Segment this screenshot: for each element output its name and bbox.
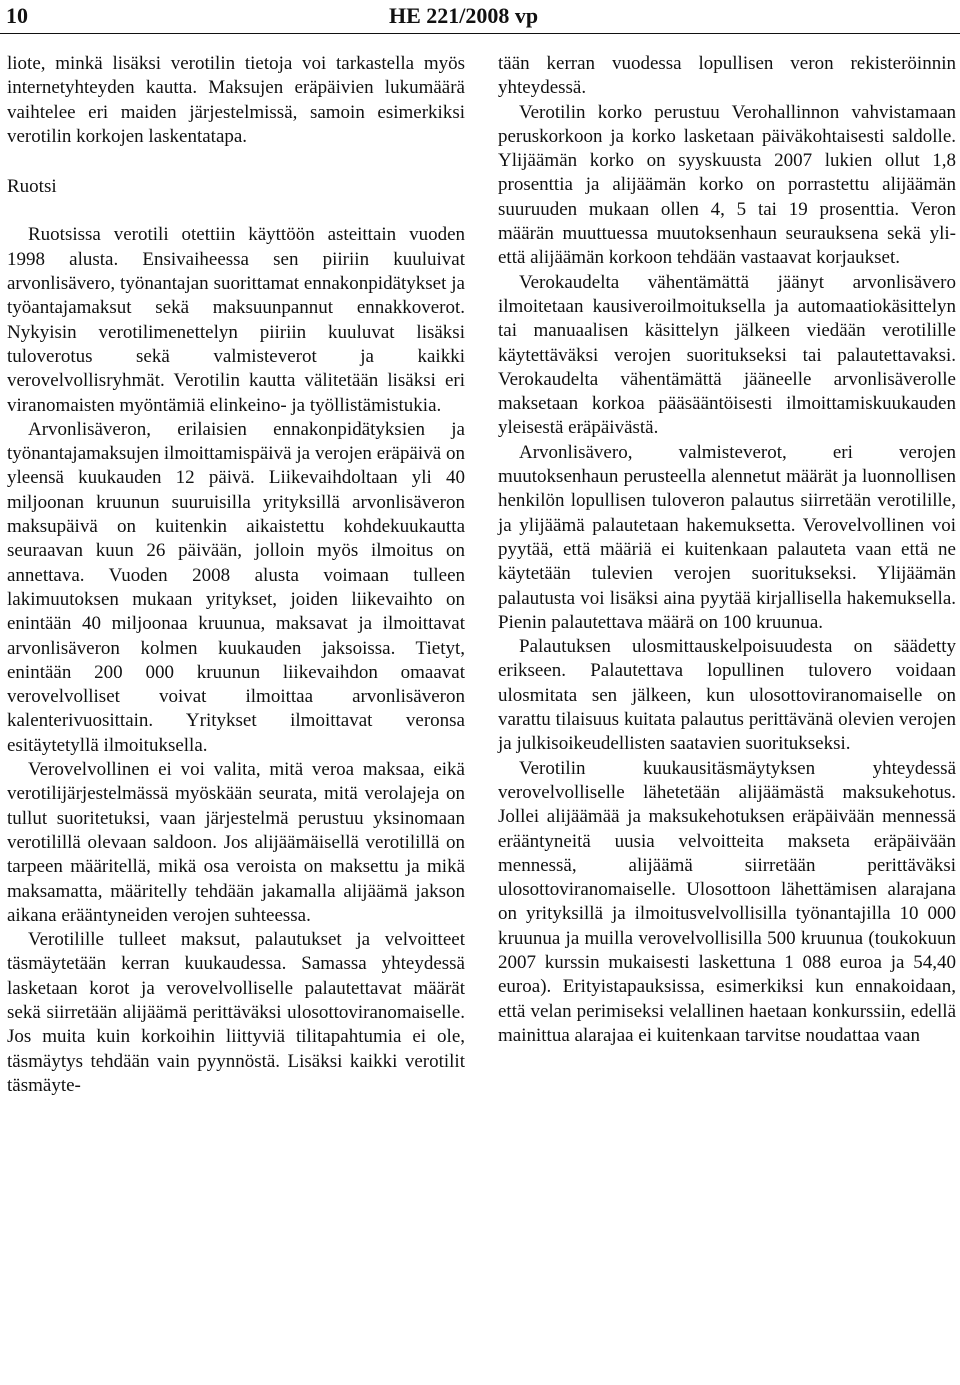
paragraph: Verotilin kuukausitäsmäytyksen yhteydessä verovelvolliselle lähetetään alijäämästä maksukehotus. Jollei alijäämää ja maksukehotuksen eräpäivään mennessä erääntyneitä uusia velvoitteita makseta eräpäivään mennessä, alijäämä siirretään perittäväksi ulosottoviranomaiselle. Ulosottoon lähettämisen alarajana on yrityksillä ja ilmoitusvelvollisilla työnantajilla 10 000 kruunua ja muilla verovelvollisilla 500 kruunua (toukokuun 2007 kurssin mukaisesti laskettuna 1 088 euroa ja 54,40 euroa). Erityistapauksissa, esimerkiksi kun ennakoidaan, että velan perimiseksi velallinen haetaan konkurssiin, edellä mainittua alarajaa ei kuitenkaan tarvitse noudattaa vaan: [498, 757, 956, 1046]
paragraph: Arvonlisävero, valmisteverot, eri verojen muutoksenhaun perusteella alennetut määrät ja luonnollisen henkilön lopullisen tuloveron palautus siirretään verotilille, ja ylijäämä palautetaan hakemuksetta. Verovelvollinen voi pyytää, että määriä ei kuitenkaan palauteta vaan että ne käytetään tulevien verojen suoritukseksi. Ylijäämän palautusta voi lisäksi aina pyytää kirjallisella hakemuksella. Pienin palautettava määrä on 100 kruunua.: [498, 441, 956, 633]
header-rule: [0, 33, 960, 34]
section-heading: Ruotsi: [7, 176, 57, 198]
page-number: 10: [6, 3, 28, 28]
paragraph: Verokaudelta vähentämättä jäänyt arvonlisävero ilmoitetaan kausiveroilmoituksella ja automaatiokäsittelyn tai manuaalisen käsittelyn jälkeen viedään verotilille käytettäväksi verojen suoritukseksi tai palautettavaksi. Verokaudelta vähentämättä jääneelle arvonlisäverolle maksetaan korkoa pääsääntöisesti ilmoittamiskuukauden yleisestä eräpäivästä.: [498, 271, 956, 439]
paragraph: tään kerran vuodessa lopullisen veron rekisteröinnin yhteydessä.: [498, 53, 956, 99]
paragraph: Ruotsissa verotili otettiin käyttöön asteittain vuoden 1998 alusta. Ensivaiheessa sen piiriin kuuluivat arvonlisävero, työnantajan suorittamat ennakonpidätykset ja työantajamaksut sekä maksuunpannut ennakkoverot. Nykyisin verotilimenettelyn piiriin kuuluvat lisäksi tuloverotus sekä valmisteverot ja kaikki verovelvollisryhmät. Verotilin kautta välitetään lisäksi eri viranomaisten myöntämiä elinkeino- ja työllistämistukia.: [7, 224, 465, 416]
right-column: [498, 52, 956, 1048]
paragraph: liote, minkä lisäksi verotilin tietoja voi tarkastella myös internetyhteyden kautta. Maksujen eräpäivien lukumäärä vaihtelee eri maiden järjestelmissä, samoin esimerkiksi verotilin korkojen laskentatapa.: [7, 53, 465, 147]
left-column: [7, 52, 465, 1098]
paragraph: Verotilin korko perustuu Verohallinnon vahvistamaan peruskorkoon ja korko lasketaan päiväkohtaisesti saldolle. Ylijäämän korko on syyskuusta 2007 lukien ollut 1,8 prosenttia ja alijäämän korko on porrastettu alijäämän suuruuden mukaan ollen 4, 5 tai 19 prosenttia. Veron määrän muuttuessa muutoksenhaun seurauksena sekä yli- että alijäämän korkoon tehdään vastaavat korjaukset.: [498, 101, 956, 269]
paragraph: Arvonlisäveron, erilaisien ennakonpidätyksien ja työnantajamaksujen ilmoittamispäivä ja verojen eräpäivä on yleensä kuukauden 12 päivä. Liikevaihdoltaan yli 40 miljoonan kruunun suuruisilla yrityksillä arvonlisäveron maksupäivä on kuitenkin aikaistettu kohdekuukautta seuraavan kuun 26 päivään, jolloin myös ilmoitus on annettava. Vuoden 2008 alusta voimaan tulleen lakimuutoksen mukaan yritykset, joiden liikevaihto on enintään 40 miljoonaa kruunua, maksavat ja ilmoittavat arvonlisäveron kolmen kuukauden jaksoissa. Tietyt, enintään 200 000 kruunun liikevaihdon omaavat verovelvolliset voivat ilmoittaa arvonlisäveron kalenterivuosittain. Yritykset ilmoittavat veronsa esitäytetyllä ilmoituksella.: [7, 418, 465, 756]
paragraph: Verovelvollinen ei voi valita, mitä veroa maksaa, eikä verotilijärjestelmässä myöskään seurata, mitä verolajeja on tullut suoritetuksi, vaan järjestelmä perustuu yksinomaan verotilillä olevaan saldoon. Jos alijäämäisellä verotilillä on tarpeen määritellä, mikä osa veroista on maksettu ja mikä maksamatta, määritelly tehdään jakamalla alijäämä jakson aikana erääntyneiden verojen suhteessa.: [7, 759, 465, 926]
document-id: HE 221/2008 vp: [389, 3, 539, 28]
paragraph: Palautuksen ulosmittauskelpoisuudesta on säädetty erikseen. Palautettava lopullinen tulovero voidaan ulosmitata sen jälkeen, kun ulosottoviranomaiselle on varattu tilaisuus kuitata palautus perittävänä olevien verojen ja julkisoikeudellisten saatavien suoritukseksi.: [498, 636, 956, 755]
page-header: [0, 0, 960, 44]
paragraph: Verotilille tulleet maksut, palautukset ja velvoitteet täsmäytetään kerran kuukaudessa. Samassa yhteydessä lasketaan korot ja verovelvolliselle palautettavat määrät sekä siirretään alijäämä perittäväksi ulosottoviranomaiselle. Jos muita kuin korkoihin liittyviä tilitapahtumia ei ole, täsmäytys tehdään vain pyynnöstä. Lisäksi kaikki verotilit täsmäyte-: [7, 929, 465, 1096]
